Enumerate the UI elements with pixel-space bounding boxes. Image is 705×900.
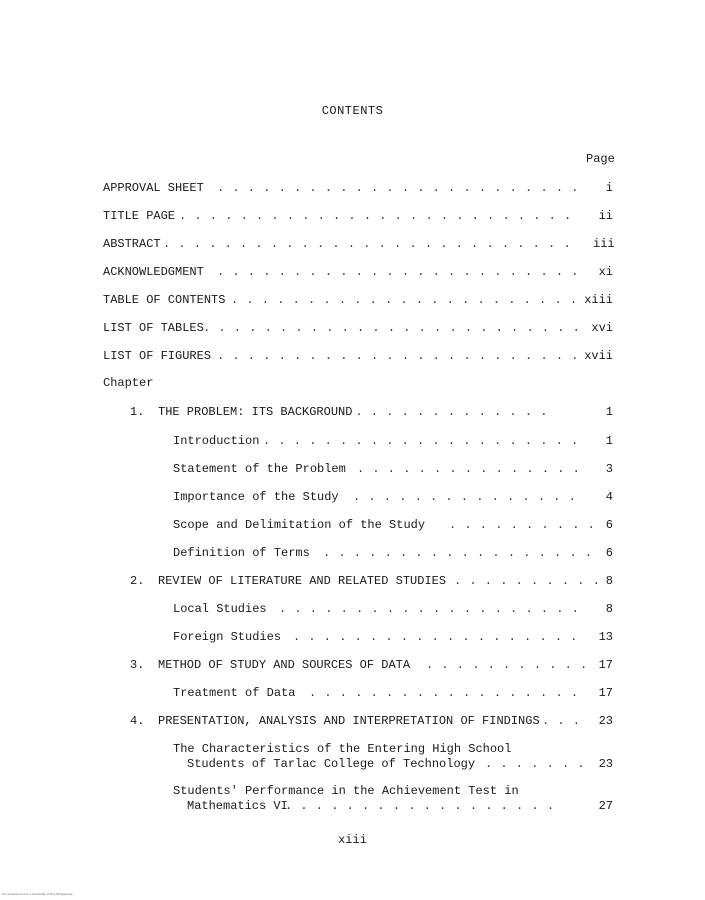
section-entry (173, 518, 613, 532)
toc-entry-page: 6 (605, 518, 613, 532)
chapter-entry (130, 714, 613, 728)
section-entry (173, 546, 613, 560)
toc-entry-label: ABSTRACT (103, 237, 161, 251)
toc-entry (103, 237, 615, 251)
leader-dots: . . . . . . . . . . . . . . . . . . . . . . . . . . (179, 209, 572, 223)
leader-dots: . . . . . . . . . . . . . . . (353, 490, 577, 504)
section-entry (173, 462, 613, 476)
toc-entry (103, 349, 613, 363)
page-number: xiii (338, 833, 367, 847)
chapter-number: 2. (130, 574, 145, 588)
leader-dots: . . . (542, 714, 581, 728)
section-entry (173, 742, 613, 772)
leader-dots: . . . . . . . . . . . . . . . . . . . . . . . . . (203, 321, 581, 335)
chapter-title: PRESENTATION, ANALYSIS AND INTERPRETATION OF FINDINGS (158, 714, 540, 728)
chapter-entry (130, 574, 613, 588)
leader-dots: . . . . . . . . . . . . . . . . . . (323, 546, 593, 560)
leader-dots: . . . . . . . . . . . . . . . . . . . . . (263, 434, 579, 448)
toc-title: CONTENTS (321, 104, 384, 118)
toc-entry-page: 4 (605, 490, 613, 504)
leader-dots: . . . . . . . . . . . . . . . . . . . (293, 630, 578, 644)
section-entry (173, 490, 613, 504)
leader-dots: . . . . . . . . . . . . . . . . . . . . . . . . (217, 181, 579, 195)
chapter-entry (130, 658, 613, 672)
section-title: Definition of Terms (173, 546, 310, 560)
toc-entry (103, 181, 613, 195)
leader-dots: . . . . . . . . . . . . . . . . . . . . . . . (231, 293, 578, 307)
leader-dots: . . . . . . . . . . (449, 518, 596, 532)
chapter-heading: Chapter (103, 376, 154, 390)
chapter-title: THE PROBLEM: ITS BACKGROUND (158, 405, 353, 419)
leader-dots: . . . . . . . . . . . . . . (340, 405, 548, 419)
section-title: Statement of the Problem (173, 462, 346, 476)
chapter-title: METHOD OF STUDY AND SOURCES OF DATA (158, 658, 411, 672)
section-entry (173, 686, 613, 700)
scan-source-note: Document source: University of the Philippines (2, 892, 73, 896)
leader-dots: . . . . . . . . . . . . . . . . . . . . . . . . (217, 265, 579, 279)
section-title-line2: Mathematics VI (187, 799, 288, 813)
toc-entry-page: i (605, 181, 613, 195)
toc-entry-page: xvii (584, 349, 613, 363)
toc-entry-page: 23 (598, 714, 613, 728)
chapter-number: 4. (130, 714, 145, 728)
toc-entry-label: APPROVAL SHEET (103, 181, 204, 195)
toc-entry-page: iii (593, 237, 615, 251)
toc-entry-page: xvi (591, 321, 613, 335)
leader-dots: . . . . . . . . . . . . . . . . . . (285, 799, 555, 813)
toc-entry-page: 6 (605, 546, 613, 560)
section-entry (173, 434, 613, 448)
toc-entry (103, 321, 613, 335)
toc-entry-page: xiii (584, 293, 613, 307)
toc-entry-page: xi (598, 265, 613, 279)
toc-entry (103, 293, 613, 307)
toc-entry (103, 265, 613, 279)
section-title: Importance of the Study (173, 490, 339, 504)
chapter-number: 1. (130, 405, 145, 419)
section-title: Introduction (173, 434, 260, 448)
leader-dots: . . . . . . . . . . . . . . . (357, 462, 581, 476)
leader-dots: . . . . . . . . . . . . . . . . . . (309, 686, 579, 700)
section-title: Treatment of Data (173, 686, 296, 700)
chapter-number: 3. (130, 658, 145, 672)
section-title: Local Studies (173, 602, 267, 616)
section-title-line1: The Characteristics of the Entering High School (173, 742, 512, 756)
toc-entry-label: TABLE OF CONTENTS (103, 293, 226, 307)
leader-dots: . . . . . . . . . . . (426, 658, 588, 672)
chapter-entry (130, 405, 613, 419)
section-title: Foreign Studies (173, 630, 282, 644)
toc-entry-page: 17 (598, 686, 613, 700)
leader-dots: . . . . . . . . . . . . . . . . . . . . . . . . (217, 349, 579, 363)
toc-entry-page: 8 (605, 574, 613, 588)
toc-entry-page: 1 (605, 434, 613, 448)
leader-dots: . . . . . . . . . . . . . . . . . . . . (279, 602, 580, 616)
toc-entry-label: ACKNOWLEDGMENT (103, 265, 204, 279)
toc-entry-label: LIST OF FIGURES (103, 349, 212, 363)
section-entry (173, 784, 613, 814)
leader-dots: . . . . . . . . . . . . . . . . . . . . . . . . . . . (163, 237, 572, 251)
toc-entry-page: 23 (598, 757, 613, 771)
page-column-header: Page (586, 152, 615, 166)
leader-dots: . . . . . . . . . . (454, 574, 601, 588)
toc-entry-page: 1 (605, 405, 613, 419)
toc-entry (103, 209, 613, 223)
toc-entry-page: 17 (598, 658, 613, 672)
toc-entry-label: TITLE PAGE (103, 209, 176, 223)
section-entry (173, 630, 613, 644)
leader-dots: . . . . . . . (485, 757, 586, 771)
chapter-title: REVIEW OF LITERATURE AND RELATED STUDIES (158, 574, 447, 588)
section-title: Scope and Delimitation of the Study (173, 518, 426, 532)
section-title-line2: Students of Tarlac College of Technology (187, 757, 476, 771)
toc-entry-page: 13 (598, 630, 613, 644)
toc-entry-page: 3 (605, 462, 613, 476)
section-entry (173, 602, 613, 616)
toc-entry-page: 8 (605, 602, 613, 616)
section-title-line1: Students' Performance in the Achievement Test in (173, 784, 519, 798)
toc-entry-page: 27 (598, 799, 613, 813)
toc-entry-label: LIST OF TABLES (103, 321, 204, 335)
toc-entry-page: ii (598, 209, 613, 223)
